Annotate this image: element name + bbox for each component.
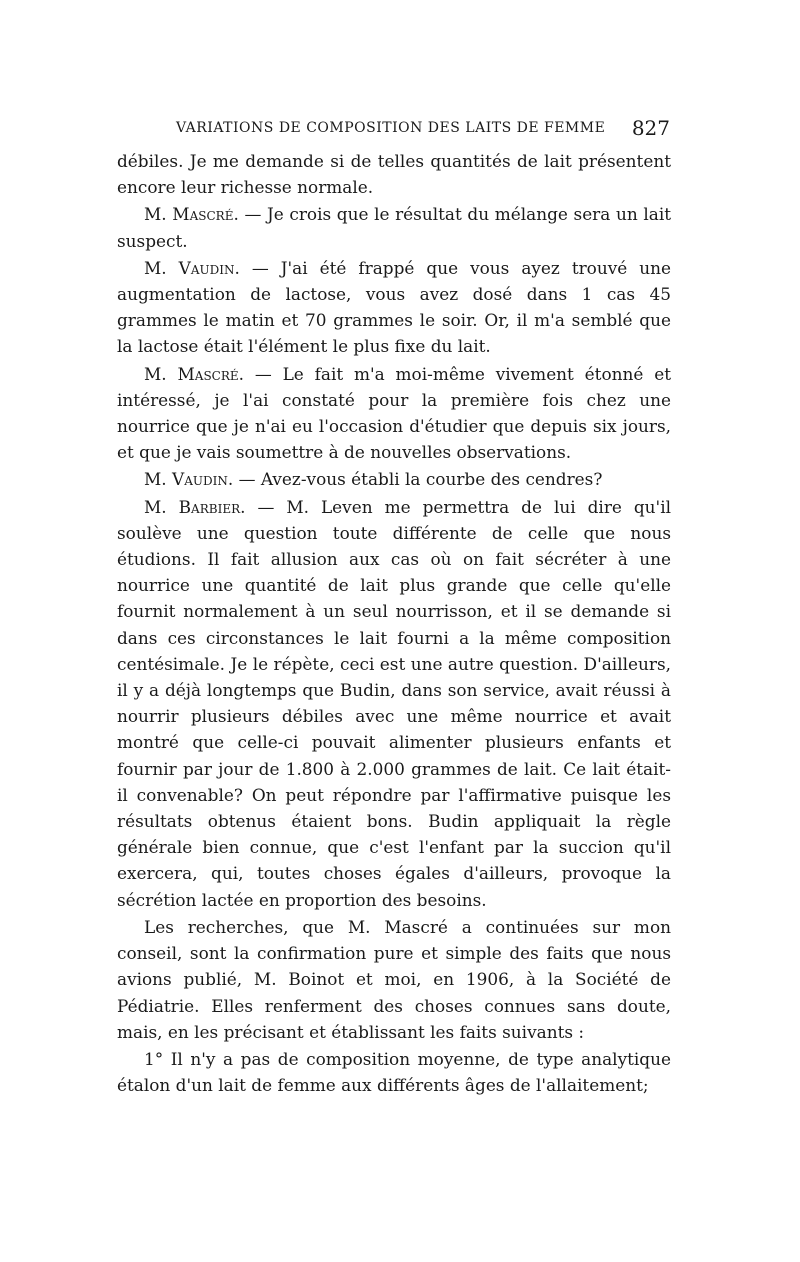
page-header xyxy=(176,116,670,142)
paragraph-vaudin-1 xyxy=(117,255,671,360)
paragraph-mascre-2 xyxy=(117,361,671,466)
page-body xyxy=(117,148,671,1098)
paragraph-barbier xyxy=(117,494,671,913)
speaker-name: M. Vaudin. xyxy=(144,469,234,490)
paragraph-text: 1° Il n'y a pas de composition moyenne, de type analytique étalon d'un lait de femme aux différents âges de l'allaitement; xyxy=(117,1048,671,1096)
paragraph-text: — Avez-vous établi la courbe des cendres? xyxy=(233,469,603,490)
speaker-name: M. Vaudin. xyxy=(144,257,240,278)
paragraph-text: — Le fait m'a moi-même vivement étonné et intéressé, je l'ai constaté pour la première fois chez une nourrice que je n'ai eu l'occasion d'étudier que depuis six jours, et que je vais soumettre à de nouvelles observations. xyxy=(117,363,672,463)
paragraph-text: Les recherches, que M. Mascré a continuées sur mon conseil, sont la confirmation pure et simple des faits que nous avions publié, M. Boinot et moi, en 1906, à la Société de Pédiatrie. Elles renferment des choses connues sans doute, mais, en les précisant et établissant les faits suivants : xyxy=(117,916,671,1042)
speaker-name: M. Mascré. xyxy=(144,204,239,225)
paragraph-text: — J'ai été frappé que vous ayez trouvé une augmentation de lactose, vous avez dosé dans 1 cas 45 grammes le matin et 70 grammes le soir. Or, il m'a semblé que la lactose était l'élément le plus fixe du lait. xyxy=(117,257,672,357)
paragraph-point-1 xyxy=(117,1046,671,1098)
paragraph-vaudin-2 xyxy=(117,466,671,492)
paragraph-mascre-1 xyxy=(117,201,671,253)
speaker-name: M. Barbier. xyxy=(144,496,246,517)
paragraph-text: débiles. Je me demande si de telles quantités de lait présentent encore leur richesse normale. xyxy=(117,151,671,198)
running-head: VARIATIONS DE COMPOSITION DES LAITS DE FEMME xyxy=(176,120,606,136)
paragraph-text: — Je crois que le résultat du mélange sera un lait suspect. xyxy=(117,204,672,251)
page-number: 827 xyxy=(631,116,670,140)
paragraph-continuation xyxy=(117,148,671,200)
paragraph-text: — M. Leven me permettra de lui dire qu'il soulève une question toute différente de celle que nous étudions. Il fait allusion aux cas où on fait sécréter à une nourrice une quantité de lait plus grande que celle qu'elle fournit normalement à un seul nourrisson, et il se demande si dans ces circonstances le lait fourni a la même composition centésimale. Je le répète, ceci est une autre question. D'ailleurs, il y a déjà longtemps que Budin, dans son service, avait réussi à nourrir plusieurs débiles avec une même nourrice et avait montré que celle-ci pouvait alimenter plusieurs enfants et fournir par jour de 1.800 à 2.000 grammes de lait. Ce lait était-il convenable? On peut répondre par l'affirmative puisque les résultats obtenus étaient bons. Budin appliquait la règle générale bien connue, que c'est l'enfant par la succion qu'il exercera, qui, toutes choses égales d'ailleurs, provoque la sécrétion lactée en proportion des besoins. xyxy=(117,496,671,910)
speaker-name: M. Mascré. xyxy=(144,363,245,384)
paragraph-recherches xyxy=(117,914,671,1045)
